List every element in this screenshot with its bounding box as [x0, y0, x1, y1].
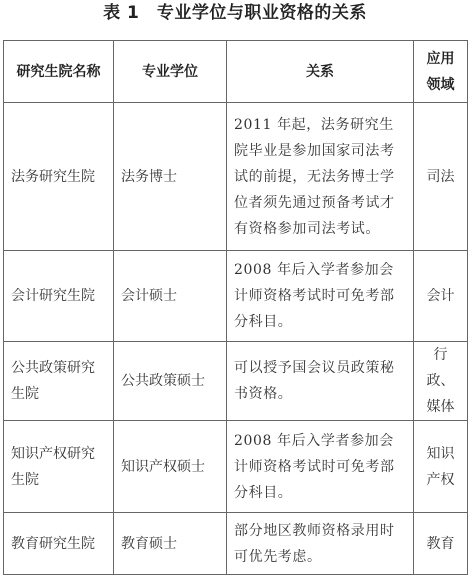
degree-cell: 知识产权硕士	[114, 421, 227, 513]
application-cell: 教育	[414, 513, 468, 575]
table-caption: 表 1 专业学位与职业资格的关系	[103, 3, 367, 23]
application-cell: 司法	[414, 103, 468, 251]
degree-cell: 法务博士	[114, 103, 227, 251]
relation-cell: 可以授予国会议员政策秘书资格。	[227, 342, 414, 421]
relation-cell: 2008 年后入学者参加会计师资格考试时可免考部分科目。	[227, 251, 414, 342]
degree-qualification-table	[3, 40, 468, 575]
relation-cell: 部分地区教师资格录用时可优先考虑。	[227, 513, 414, 575]
institute-cell: 公共政策研究生院	[4, 342, 114, 421]
institute-cell: 法务研究生院	[4, 103, 114, 251]
degree-cell: 会计硕士	[114, 251, 227, 342]
table-row	[4, 251, 468, 342]
institute-cell: 会计研究生院	[4, 251, 114, 342]
application-cell: 会计	[414, 251, 468, 342]
table-header-row	[4, 41, 468, 103]
table-row	[4, 342, 468, 421]
table-row	[4, 103, 468, 251]
relation-cell: 2011 年起，法务研究生院毕业是参加国家司法考试的前提，无法务博士学位者须先通过预备考试才有资格参加司法考试。	[227, 103, 414, 251]
institute-cell: 教育研究生院	[4, 513, 114, 575]
degree-cell: 公共政策硕士	[114, 342, 227, 421]
header-relation: 关系	[227, 41, 414, 103]
header-application: 应用领域	[414, 41, 468, 103]
degree-cell: 教育硕士	[114, 513, 227, 575]
header-degree: 专业学位	[114, 41, 227, 103]
institute-cell: 知识产权研究生院	[4, 421, 114, 513]
table-row	[4, 421, 468, 513]
header-institute: 研究生院名称	[4, 41, 114, 103]
application-cell: 行政、媒体	[414, 342, 468, 421]
table-row	[4, 513, 468, 575]
relation-cell: 2008 年后入学者参加会计师资格考试时可免考部分科目。	[227, 421, 414, 513]
application-cell: 知识产权	[414, 421, 468, 513]
